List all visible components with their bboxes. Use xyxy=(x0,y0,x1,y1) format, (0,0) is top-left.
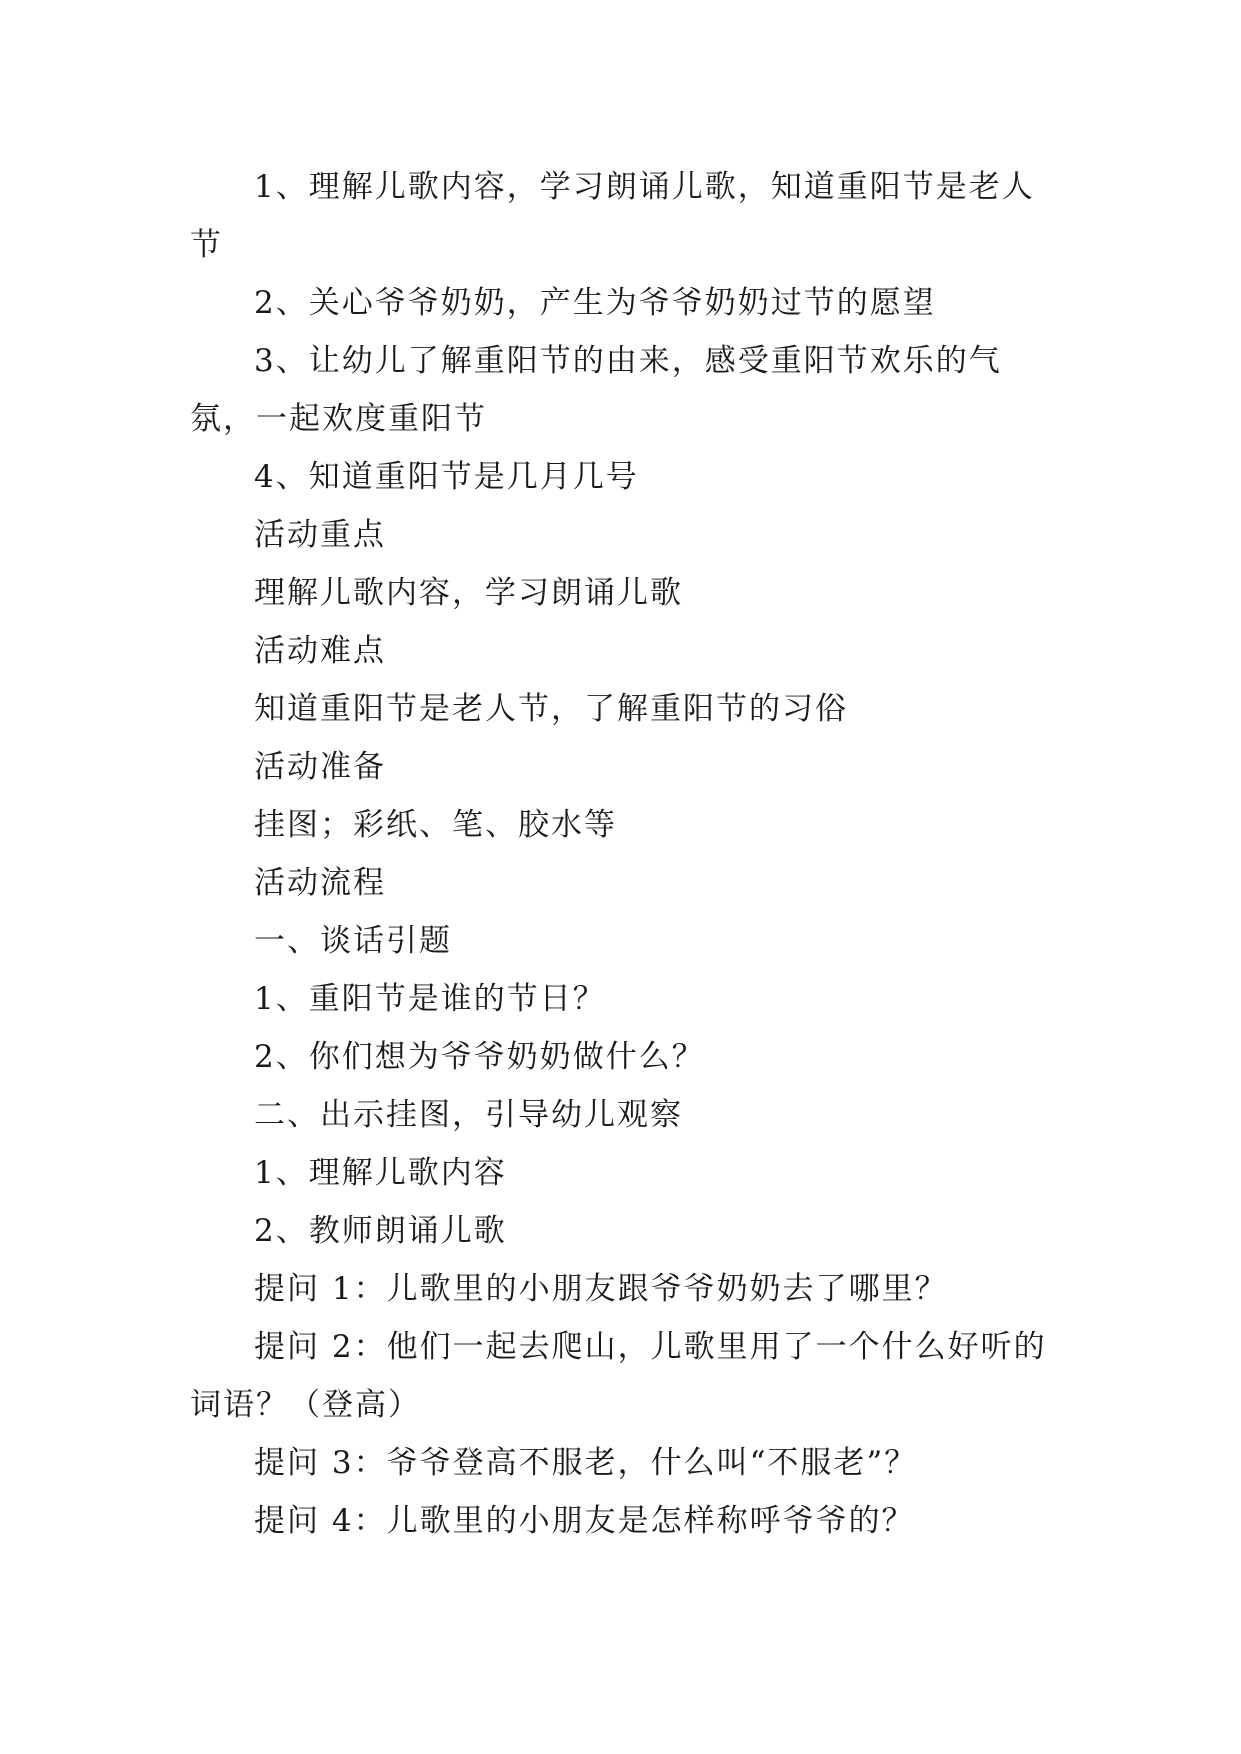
goal-3: 3、让幼儿了解重阳节的由来，感受重阳节欢乐的气氛，一起欢度重阳节 xyxy=(190,343,1002,437)
goal-4: 4、知道重阳节是几月几号 xyxy=(254,459,639,495)
heading-process: 活动流程 xyxy=(254,865,386,901)
question-2: 提问 2：他们一起去爬山，儿歌里用了一个什么好听的词语？（登高） xyxy=(190,1329,1047,1423)
step-1-item-2: 2、你们想为爷爷奶奶做什么？ xyxy=(254,1039,705,1075)
goal-1: 1、理解儿歌内容，学习朗诵儿歌，知道重阳节是老人节 xyxy=(190,169,1035,263)
heading-preparation: 活动准备 xyxy=(254,749,386,785)
heading-difficulty: 活动难点 xyxy=(254,633,386,669)
difficulty-text: 知道重阳节是老人节，了解重阳节的习俗 xyxy=(254,691,848,727)
question-4: 提问 4：儿歌里的小朋友是怎样称呼爷爷的？ xyxy=(254,1503,915,1539)
step-2-item-2: 2、教师朗诵儿歌 xyxy=(254,1213,507,1249)
step-1-heading: 一、谈话引题 xyxy=(254,923,452,959)
question-1: 提问 1：儿歌里的小朋友跟爷爷奶奶去了哪里？ xyxy=(254,1271,948,1307)
goal-2: 2、关心爷爷奶奶，产生为爷爷奶奶过节的愿望 xyxy=(254,285,936,321)
document-body xyxy=(190,158,1065,1550)
step-2-item-1: 1、理解儿歌内容 xyxy=(254,1155,507,1191)
key-point-text: 理解儿歌内容，学习朗诵儿歌 xyxy=(254,575,683,611)
question-3: 提问 3：爷爷登高不服老，什么叫“不服老”？ xyxy=(254,1445,918,1481)
preparation-text: 挂图；彩纸、笔、胶水等 xyxy=(254,807,617,843)
step-1-item-1: 1、重阳节是谁的节日？ xyxy=(254,981,606,1017)
heading-key-point: 活动重点 xyxy=(254,517,386,553)
step-2-heading: 二、出示挂图，引导幼儿观察 xyxy=(254,1097,683,1133)
